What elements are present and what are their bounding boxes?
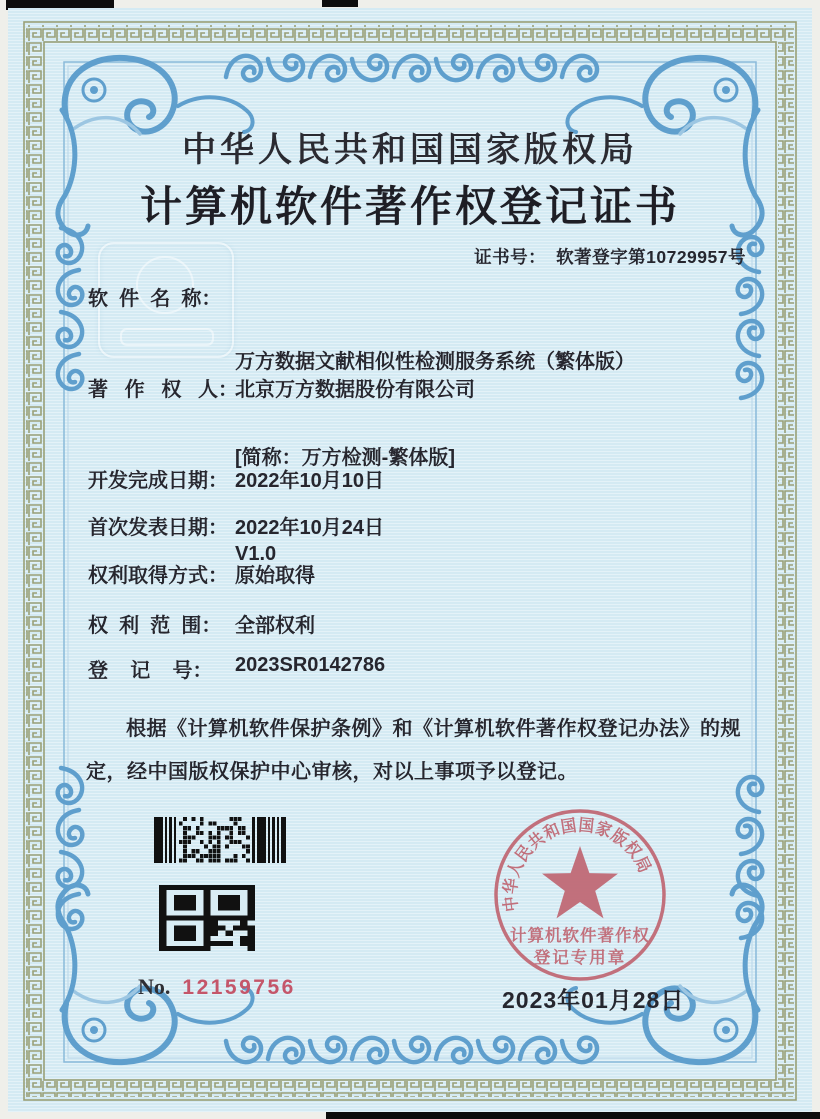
- field-label: 权 利 范 围：: [88, 615, 222, 637]
- five-point-star-icon: [542, 846, 618, 918]
- serial-number: 12159756: [182, 976, 296, 999]
- field-label: 首次发表日期：: [88, 517, 228, 539]
- field-label: 权利取得方式：: [88, 565, 228, 587]
- software-name-line2: [简称：万方检测-繁体版]: [235, 447, 455, 469]
- field-registration-number: [88, 654, 385, 683]
- field-value: 原始取得: [235, 565, 315, 587]
- field-rights-acquisition: [88, 559, 315, 588]
- field-value: 2023SR0142786: [235, 654, 386, 676]
- field-value: 2022年10月24日: [235, 517, 384, 539]
- field-label: 著 作 权 人：: [88, 379, 239, 401]
- field-copyright-owner: [88, 373, 475, 402]
- barcode: [154, 817, 287, 864]
- field-value: 全部权利: [235, 615, 315, 637]
- seal-caption-line2: 登记专用章: [533, 949, 627, 967]
- authority-title: 中华人民共和国国家版权局: [182, 131, 638, 169]
- field-label: 登 记 号：: [88, 660, 213, 682]
- field-rights-scope: [88, 609, 315, 638]
- qr-code: [159, 885, 255, 951]
- serial-number-row: [138, 974, 296, 1000]
- field-label: 开发完成日期：: [88, 470, 228, 492]
- statement-paragraph: 根据《计算机软件保护条例》和《计算机软件著作权登记办法》的规定，经中国版权保护中心审核，对以上事项予以登记。: [86, 718, 741, 783]
- serial-label: No.: [138, 974, 171, 999]
- software-name-line1: 万方数据文献相似性检测服务系统（繁体版）: [235, 351, 635, 373]
- certificate-title: 计算机软件著作权登记证书: [139, 183, 680, 230]
- seal-caption-line1: 计算机软件著作权: [510, 927, 650, 945]
- field-publication-date: [88, 511, 384, 540]
- field-label: 软 件 名 称：: [88, 288, 222, 310]
- software-name-line3: V1.0: [235, 543, 277, 565]
- field-value: 北京万方数据股份有限公司: [235, 379, 475, 401]
- certificate-number: [474, 244, 746, 269]
- issue-date: 2023年01月28日: [502, 987, 685, 1013]
- cert-number-label: 证书号：: [474, 247, 547, 267]
- seal-ring-text: 中华人民共和国国家版权局: [500, 815, 656, 913]
- field-value: 2022年10月10日: [235, 470, 384, 492]
- registration-seal: [481, 797, 664, 979]
- cert-number-value: 软著登字第10729957号: [556, 247, 746, 267]
- field-development-date: [88, 464, 384, 493]
